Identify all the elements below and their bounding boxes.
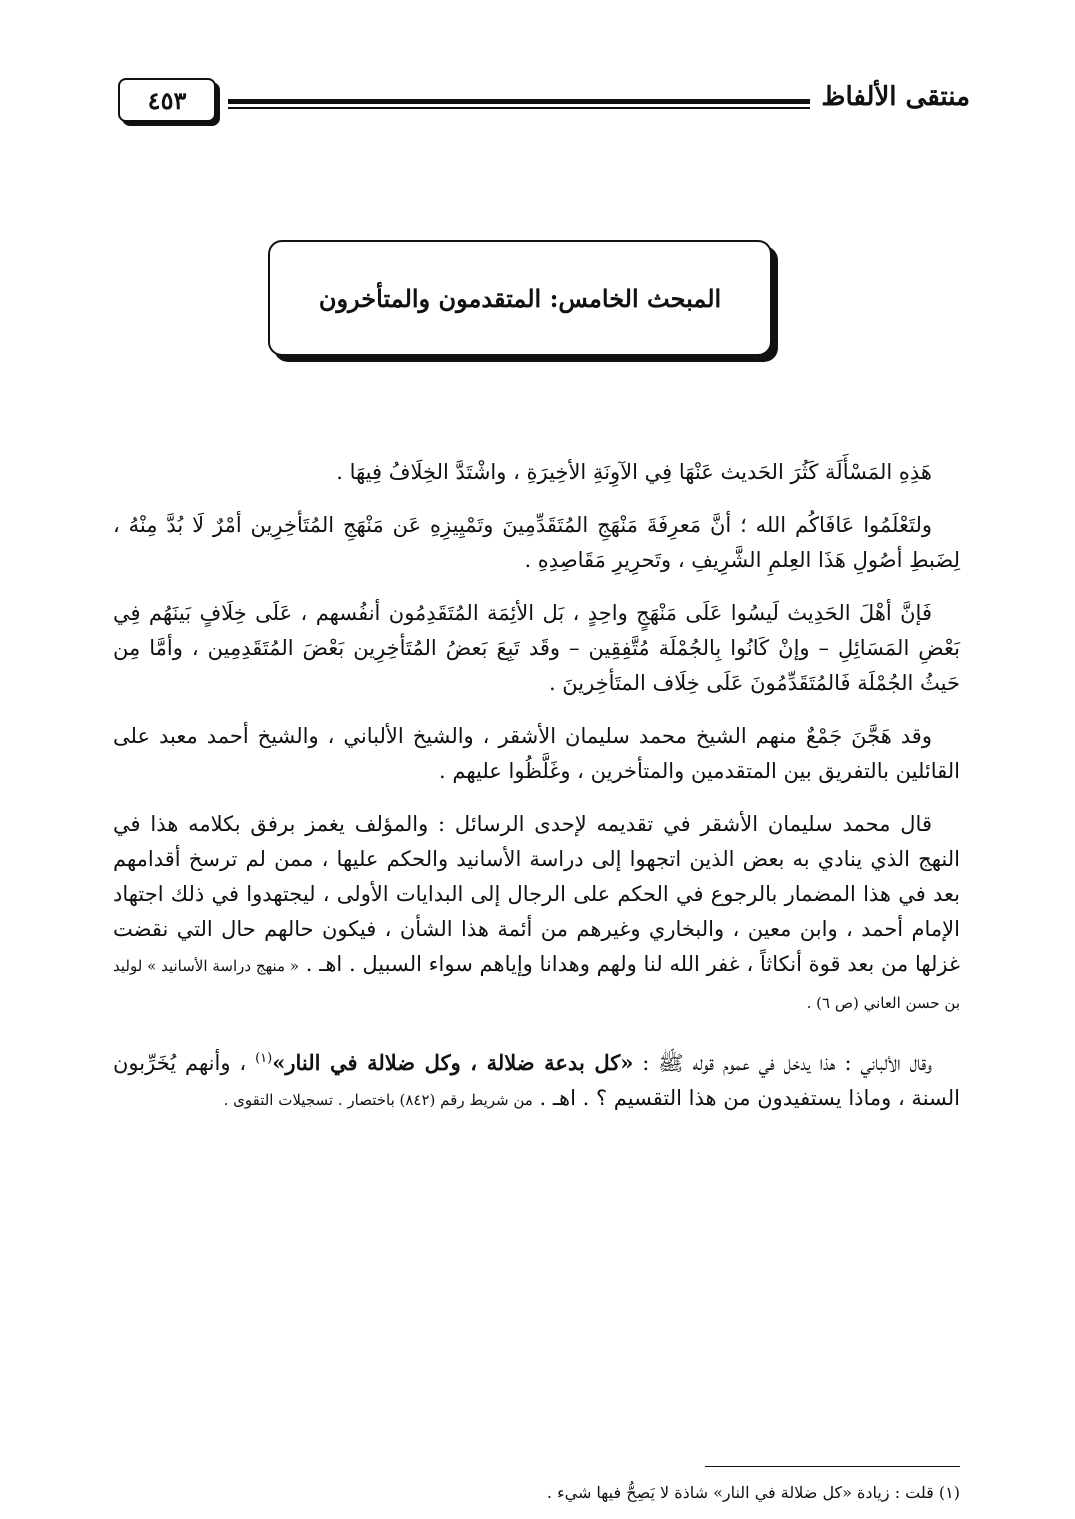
footnote-marker[interactable]: (١) xyxy=(255,1051,273,1066)
section-title: المبحث الخامس: المتقدمون والمتأخرون xyxy=(318,283,722,313)
paragraph-5-text: قال محمد سليمان الأشقر في تقديمه لإحدى الرسائل : والمؤلف يغمز برفق بكلامه هذا في النهج الذي ينادي به بعض الذين اتجهوا إلى دراسة الأسانيد والحكم عليها ، ممن لم ترسخ أقدامهم بعد في هذا المضمار بالرجوع في الحكم على الرجال إلى البدايات الأولى ، ليجتهدوا في ذلك اجتهاد الإمام أحمد ، وابن معين ، والبخاري وغيرهم من أئمة هذا الشأن ، فيكون حالهم حال التي نقضت غزلها من بعد قوة أنكاثاً ، غفر الله لنا ولهم وهدانا وإياهم سواء السبيل . اهـ . xyxy=(113,812,960,976)
header-rule-thin xyxy=(228,107,810,109)
paragraph-6 xyxy=(113,1041,960,1118)
paragraph-2: ولتَعْلَمُوا عَافَاكُم الله ؛ أنَّ مَعرِفَةَ مَنْهَجِ المُتَقَدِّمِينَ وتَمْيِيزِهِ عَن مَنْهَجِ المُتَأخِرِين أمْرٌ لَا بُدَّ مِنْهُ ، لِضَبطِ أصُولِ هَذَا العِلمِ الشَّرِيفِ ، وتَحرِيرِ مَقَاصِدِهِ . xyxy=(113,513,960,572)
page-number-badge xyxy=(118,78,216,122)
paragraph-5-reference: « منهج دراسة الأسانيد » لوليد بن حسن العاني (ص ٦) . xyxy=(113,957,960,1012)
paragraph-6-intro: وقال الألباني : هذا يدخل في عموم قوله ﷺ : xyxy=(633,1051,933,1075)
footnote-1: (١) قلت : زيادة «كل ضلالة في النار» شاذة لا يَصِحُّ فيها شيء . xyxy=(546,1483,960,1502)
page-header xyxy=(112,72,970,132)
paragraph-4: وقد هَجَّنَ جَمْعٌ منهم الشيخ محمد سليمان الأشقر ، والشيخ الألباني ، والشيخ أحمد معبد على القائلين بالتفريق بين المتقدمين والمتأخرين ، وغَلَّظُوا عليهم . xyxy=(113,724,960,783)
paragraph-1: هَذِهِ المَسْأَلَة كَثُرَ الحَديث عَنْهَا فِي الآوِنَةِ الأخِيرَةِ ، واشْتَدَّ الخِلَافُ فِيهَا . xyxy=(336,460,932,484)
paragraph-5 xyxy=(113,807,960,1021)
page-number: ٤٥٣ xyxy=(147,85,187,115)
header-rule-thick xyxy=(228,99,810,104)
section-title-box xyxy=(268,240,772,356)
main-content xyxy=(113,455,960,1136)
paragraph-3: فَإنَّ أهْلَ الحَدِيث لَيسُوا عَلَى مَنْهَجٍ واحِدٍ ، بَل الأئِمَة المُتَقَدِمُون أنفُسهم ، عَلَى خِلَافٍ بَينَهُم فِي بَعْضِ المَسَائِلِ – وإنْ كَانُوا بِالجُمْلَة مُتَّفِقِين – وقَد تَبِعَ بَعضُ المُتَأخِرِين بَعْضَ المُتَقَدِمِين ، وأمَّا مِن حَيثُ الجُمْلَة فَالمُتَقَدِّمُونَ عَلَى خِلَاف المتَأخِرينَ . xyxy=(113,601,960,695)
footnote-divider xyxy=(705,1466,960,1467)
paragraph-6-rest: ، وأنهم يُخَرِّبون السنة ، وماذا يستفيدون من هذا التقسيم ؟ . اهـ . xyxy=(113,1051,960,1110)
book-title: منتقى الألفاظ xyxy=(821,82,970,112)
hadith-quote: «كل بدعة ضلالة ، وكل ضلالة في النار» xyxy=(272,1050,634,1075)
paragraph-6-reference: من شريط رقم (٨٤٢) باختصار . تسجيلات التقوى . xyxy=(223,1091,533,1109)
